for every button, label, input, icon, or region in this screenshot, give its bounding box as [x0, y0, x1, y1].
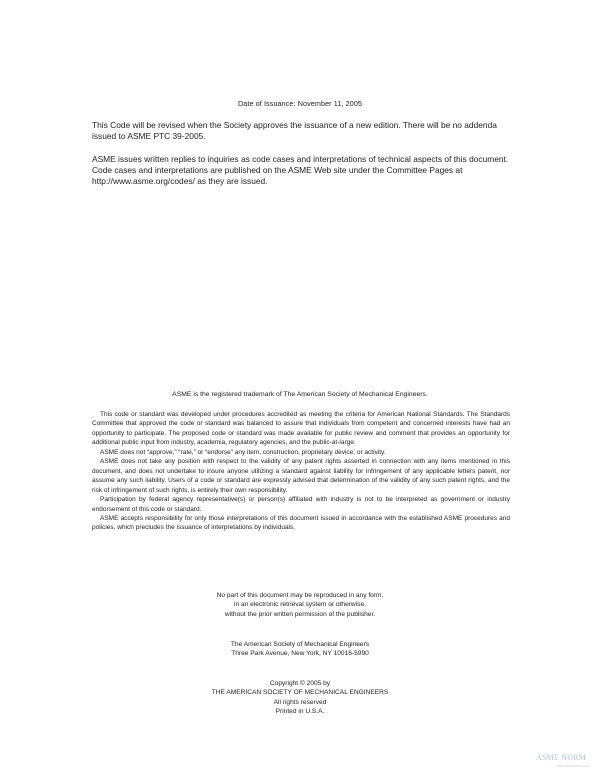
reproduction-line: No part of this document may be reproduced in any form,	[216, 592, 384, 599]
watermark-logo	[536, 753, 596, 771]
copyright-line: Printed in U.S.A.	[275, 707, 325, 715]
notice-paragraph: ASME accepts responsibility for only those interpretations of this document issued in accordance with the established ASME procedures and policies, which precludes the issuance of interpretations by individuals.	[92, 514, 510, 532]
publisher-address	[0, 640, 600, 659]
notice-paragraph: ASME does not take any position with respect to the validity of any patent rights asserted in connection with any items mentioned in this document, and does not undertake to insure anyone utilizing a standard against liability for infringement of any applicable letters patent, nor assume any such liability. Users of a code or standard are expressly advised that determination of the validity of any such patent rights, and the risk of infringement of such rights, is entirely their own responsibility.	[92, 458, 510, 494]
address-line: The American Society of Mechanical Engineers	[230, 641, 370, 648]
reproduction-line: without the prior written permission of the publisher.	[224, 610, 376, 618]
notice-paragraph: ASME does not “approve,” “rate,” or “endorse” any item, construction, proprietary device, or activity.	[100, 448, 386, 456]
copyright-line: All rights reserved	[273, 698, 327, 706]
notice-paragraph: Participation by federal agency representative(s) or person(s) affiliated with industry is not to be interpreted as government or industry endorsement of this code or standard.	[92, 496, 510, 513]
copyright-line: Copyright © 2005 by	[269, 680, 331, 687]
copyright-line: THE AMERICAN SOCIETY OF MECHANICAL ENGINEERS	[211, 689, 389, 697]
trademark-notice: ASME is the registered trademark of The American Society of Mechanical Engineers.	[172, 391, 428, 398]
notice-paragraph: This code or standard was developed under procedures accredited as meeting the criteria for American National Standards. The Standards Committee that approved the code or standard was balanced to assure that individuals from competent and concerned interests have had an opportunity to participate. The proposed code or standard was made available for public review and comment that provides an opportunity for additional public input from industry, academia, regulatory agencies, and the public-at-large.	[92, 411, 510, 447]
reproduction-line: in an electronic retrieval system or otherwise,	[234, 601, 366, 609]
revision-paragraph: This Code will be revised when the Society approves the issuance of a new edition. There will be no addenda issued to ASME PTC 39-2005.	[92, 120, 497, 142]
watermark-subtext: ASME NORMDOC.COM	[556, 764, 589, 768]
watermark-text: ASME NORM	[536, 753, 587, 762]
legal-notices	[92, 410, 510, 533]
inquiries-paragraph: ASME issues written replies to inquiries as code cases and interpretations of technical aspects of this document. Code cases and interpretations are published on the ASME Web site under the Committee Pages at http://www.asme.org/codes/ as they are issued.	[92, 154, 509, 187]
copyright-block	[0, 679, 600, 716]
reproduction-notice	[0, 591, 600, 619]
address-line: Three Park Avenue, New York, NY 10016-5990	[231, 650, 369, 658]
issuance-date: Date of Issuance: November 11, 2005	[237, 99, 363, 108]
